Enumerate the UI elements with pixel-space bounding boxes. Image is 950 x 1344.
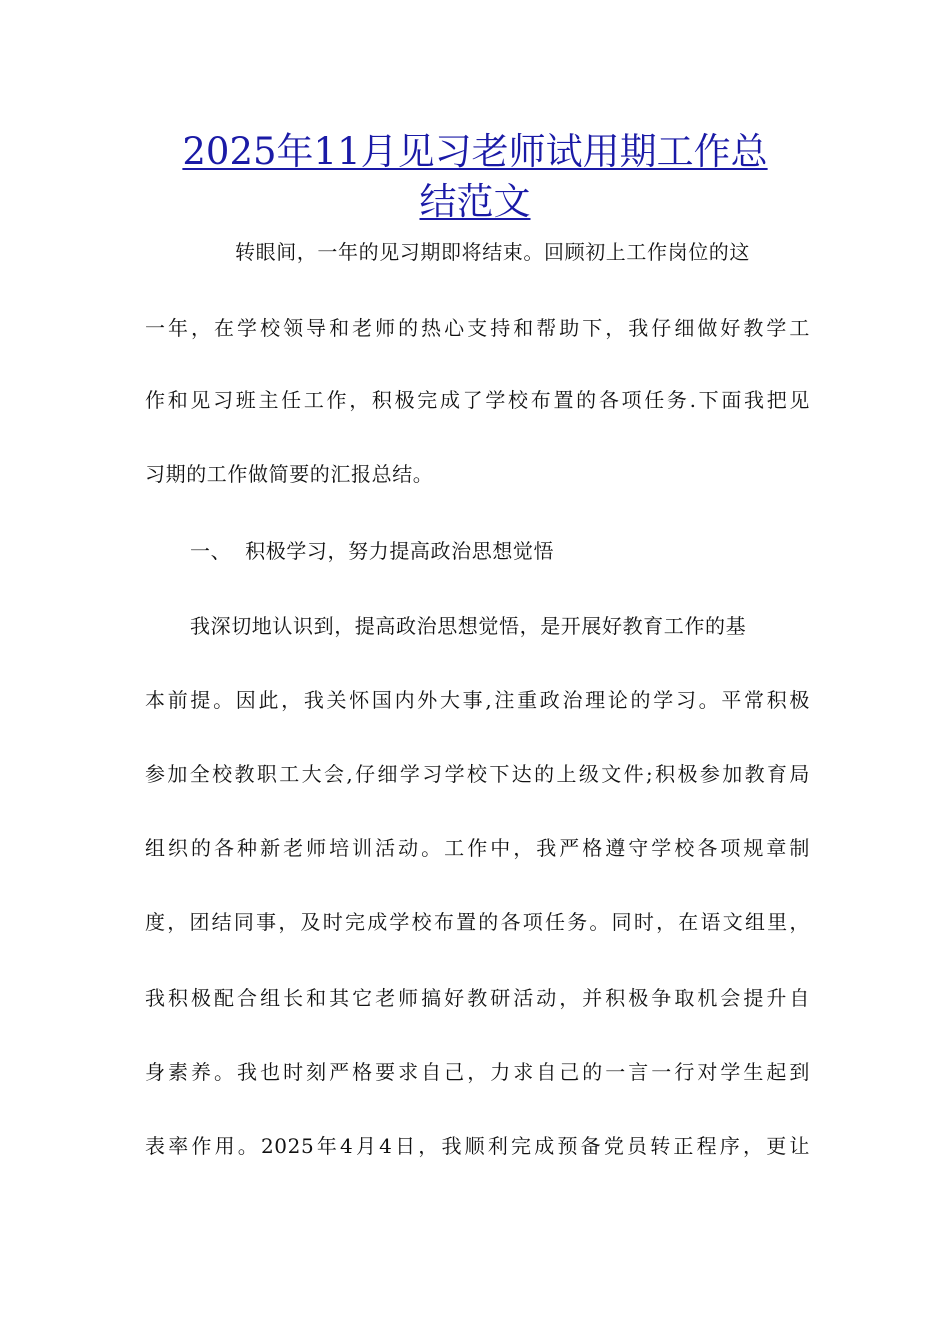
paragraph-line: 习期的工作做简要的汇报总结。: [145, 462, 434, 486]
section-heading: 一、 积极学习，努力提高政治思想觉悟: [190, 539, 555, 563]
paragraph-line: 组织的各种新老师培训活动。工作中，我严格遵守学校各项规章制: [145, 836, 810, 860]
paragraph-line: 表率作用。2025年4月4日，我顺利完成预备党员转正程序，更让: [145, 1134, 810, 1158]
document-title-line-2[interactable]: 结范文: [419, 180, 531, 223]
paragraph-line: 转眼间，一年的见习期即将结束。回顾初上工作岗位的这: [235, 240, 750, 264]
paragraph-line: 我积极配合组长和其它老师搞好教研活动，并积极争取机会提升自: [145, 986, 810, 1010]
paragraph-line: 我深切地认识到，提高政治思想觉悟，是开展好教育工作的基: [190, 614, 747, 638]
paragraph-line: 身素养。我也时刻严格要求自己，力求自己的一言一行对学生起到: [145, 1060, 810, 1084]
paragraph-line: 度，团结同事，及时完成学校布置的各项任务。同时，在语文组里，: [145, 910, 810, 934]
document-title-line-1[interactable]: 2025年11月见习老师试用期工作总: [182, 130, 768, 173]
paragraph-line: 参加全校教职工大会,仔细学习学校下达的上级文件;积极参加教育局: [145, 762, 810, 786]
paragraph-line: 本前提。因此，我关怀国内外大事,注重政治理论的学习。平常积极: [145, 688, 810, 712]
paragraph-line: 作和见习班主任工作，积极完成了学校布置的各项任务.下面我把见: [145, 388, 810, 412]
paragraph-line: 一年，在学校领导和老师的热心支持和帮助下，我仔细做好教学工: [145, 316, 810, 340]
